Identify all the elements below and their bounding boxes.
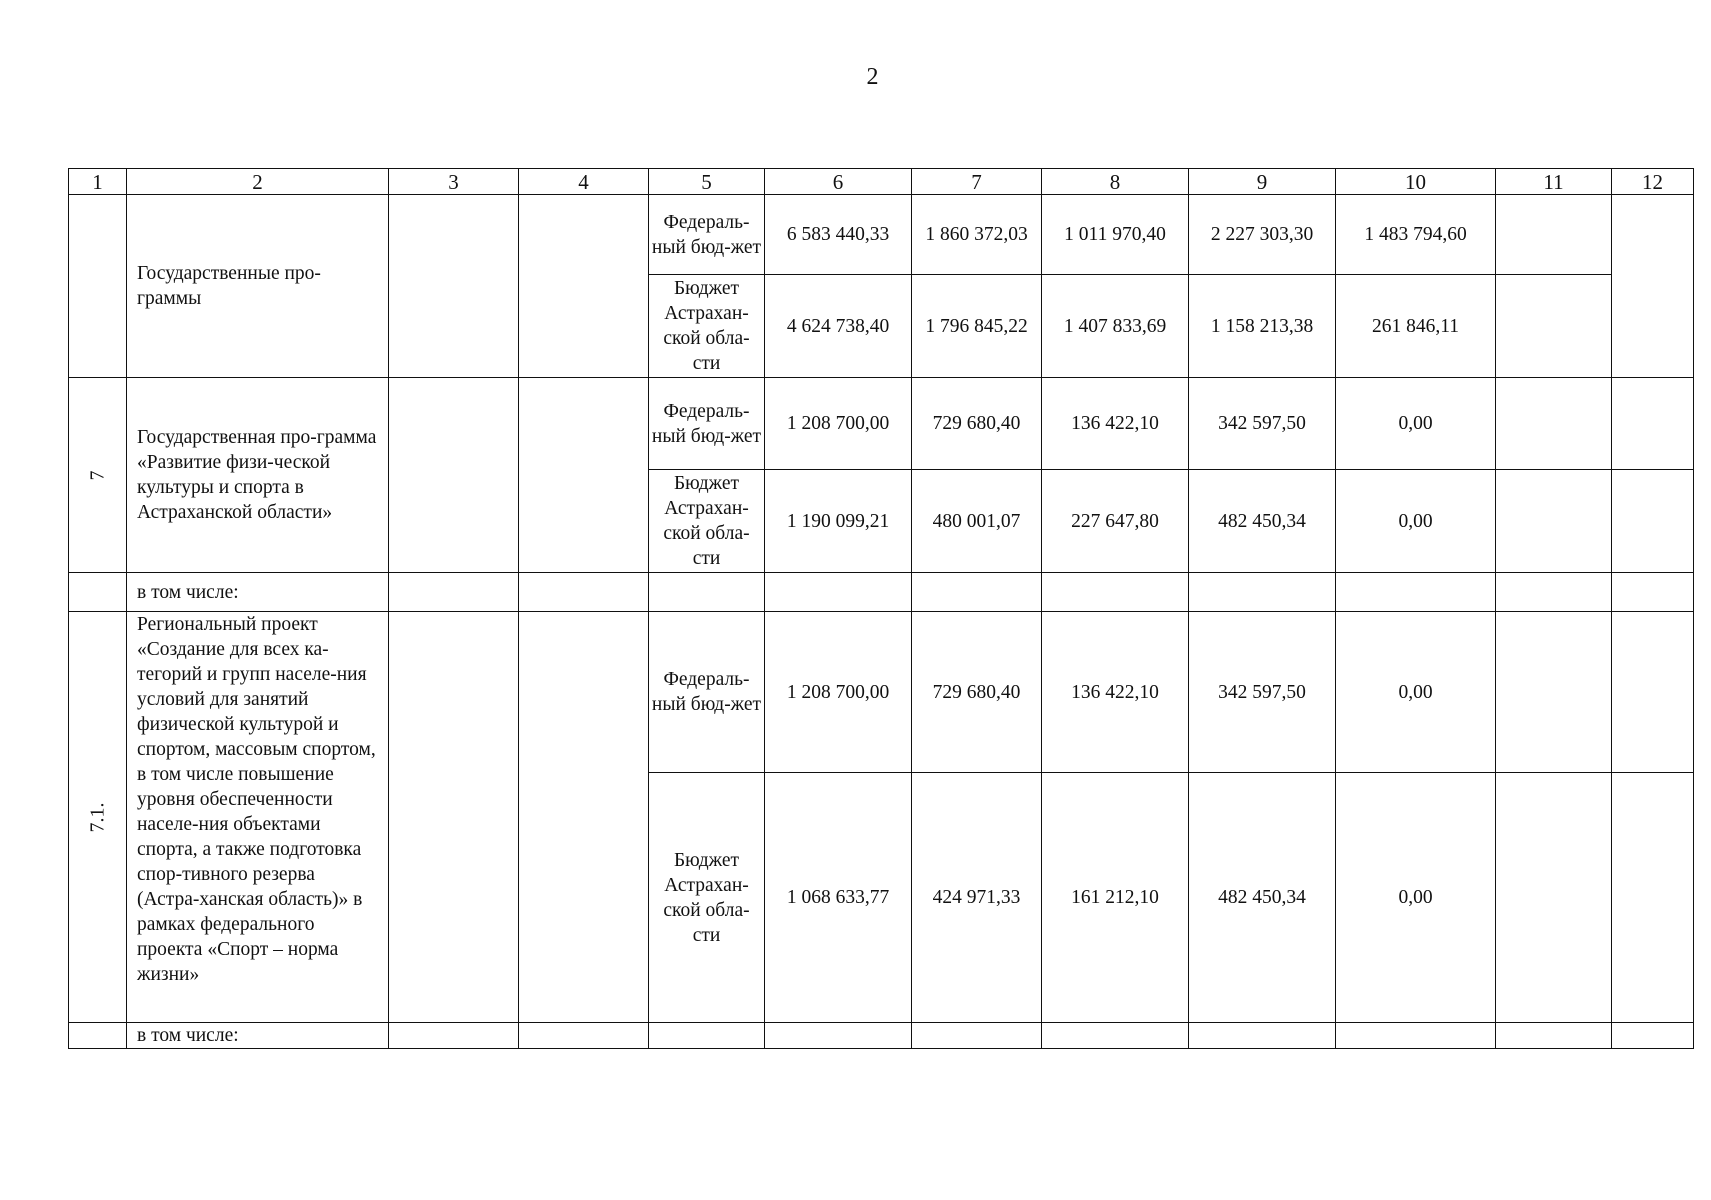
empty-cell [389,1023,519,1049]
value-cell: 1 483 794,60 [1336,195,1496,275]
value-cell: 424 971,33 [912,773,1042,1023]
empty-cell [1612,773,1694,1023]
value-cell: 1 796 845,22 [912,275,1042,378]
value-cell: 1 158 213,38 [1189,275,1336,378]
empty-cell [1496,573,1612,612]
empty-cell [519,612,649,1023]
header-cell-2: 2 [127,169,389,195]
row-number: 7 [86,470,108,480]
empty-cell [1189,573,1336,612]
empty-cell [1496,612,1612,773]
empty-cell [519,195,649,378]
empty-cell [1612,1023,1694,1049]
empty-cell [1496,470,1612,573]
empty-cell [1042,573,1189,612]
value-cell: 0,00 [1336,773,1496,1023]
value-cell: 342 597,50 [1189,378,1336,470]
empty-cell [1042,1023,1189,1049]
value-cell: 4 624 738,40 [765,275,912,378]
empty-cell [1496,275,1612,378]
header-cell-11: 11 [1496,169,1612,195]
value-cell: 482 450,34 [1189,470,1336,573]
header-cell-7: 7 [912,169,1042,195]
program-name: Государственные про-граммы [127,195,389,378]
value-cell: 227 647,80 [1042,470,1189,573]
empty-cell [912,573,1042,612]
empty-cell [765,573,912,612]
empty-cell [1496,195,1612,275]
empty-cell [649,1023,765,1049]
empty-cell [69,573,127,612]
funding-source: Федераль-ный бюд-жет [649,195,765,275]
header-cell-12: 12 [1612,169,1694,195]
including-label: в том числе: [127,1023,389,1049]
value-cell: 161 212,10 [1042,773,1189,1023]
empty-cell [765,1023,912,1049]
empty-cell [389,573,519,612]
header-cell-5: 5 [649,169,765,195]
table-row [69,573,1694,612]
page-number: 2 [866,64,879,90]
row-number-cell [69,195,127,378]
empty-cell [1336,573,1496,612]
empty-cell [1496,378,1612,470]
header-cell-3: 3 [389,169,519,195]
funding-source: Бюджет Астрахан-ской обла-сти [649,773,765,1023]
empty-cell [1612,378,1694,470]
empty-cell [389,195,519,378]
empty-cell [389,378,519,573]
empty-cell [912,1023,1042,1049]
value-cell: 729 680,40 [912,612,1042,773]
empty-cell [1612,612,1694,773]
table-row [69,195,1694,275]
including-label: в том числе: [127,573,389,612]
funding-source: Бюджет Астрахан-ской обла-сти [649,275,765,378]
table-row [69,1023,1694,1049]
header-cell-8: 8 [1042,169,1189,195]
header-cell-4: 4 [519,169,649,195]
empty-cell [1336,1023,1496,1049]
header-cell-1: 1 [69,169,127,195]
value-cell: 482 450,34 [1189,773,1336,1023]
value-cell: 1 011 970,40 [1042,195,1189,275]
empty-cell [649,573,765,612]
value-cell: 342 597,50 [1189,612,1336,773]
empty-cell [519,1023,649,1049]
empty-cell [519,378,649,573]
project-name: Региональный проект «Создание для всех ка-тегорий и групп населе-ния условий для занятий физической культурой и спортом, массовым спортом, в том числе повышение уровня обеспеченности населе-ния объектами спорта, а также подготовка спор-тивного резерва (Астра-ханская область)» в рамках федерального проекта «Спорт – норма жизни» [127,612,389,1023]
value-cell: 136 422,10 [1042,378,1189,470]
funding-source: Бюджет Астрахан-ской обла-сти [649,470,765,573]
header-cell-9: 9 [1189,169,1336,195]
empty-cell [1189,1023,1336,1049]
empty-cell [1496,773,1612,1023]
row-number: 7.1. [86,802,108,832]
table-row [69,612,1694,773]
empty-cell [1612,573,1694,612]
value-cell: 480 001,07 [912,470,1042,573]
row-number-cell [69,378,127,573]
table-row [69,378,1694,470]
header-cell-10: 10 [1336,169,1496,195]
empty-cell [1612,470,1694,573]
value-cell: 2 227 303,30 [1189,195,1336,275]
value-cell: 1 208 700,00 [765,612,912,773]
header-cell-6: 6 [765,169,912,195]
value-cell: 136 422,10 [1042,612,1189,773]
program-name: Государственная про-грамма «Развитие физи-ческой культуры и спорта в Астраханской области» [127,378,389,573]
value-cell: 1 407 833,69 [1042,275,1189,378]
funding-source: Федераль-ный бюд-жет [649,378,765,470]
value-cell: 1 860 372,03 [912,195,1042,275]
row-number-cell [69,612,127,1023]
value-cell: 0,00 [1336,470,1496,573]
empty-cell [1496,1023,1612,1049]
value-cell: 261 846,11 [1336,275,1496,378]
value-cell: 1 068 633,77 [765,773,912,1023]
value-cell: 0,00 [1336,612,1496,773]
budget-table [68,168,1694,1049]
empty-cell [69,1023,127,1049]
empty-cell [389,612,519,1023]
value-cell: 6 583 440,33 [765,195,912,275]
funding-source: Федераль-ный бюд-жет [649,612,765,773]
empty-cell [519,573,649,612]
value-cell: 0,00 [1336,378,1496,470]
value-cell: 729 680,40 [912,378,1042,470]
header-row [69,169,1694,195]
value-cell: 1 190 099,21 [765,470,912,573]
empty-cell [1612,195,1694,378]
value-cell: 1 208 700,00 [765,378,912,470]
